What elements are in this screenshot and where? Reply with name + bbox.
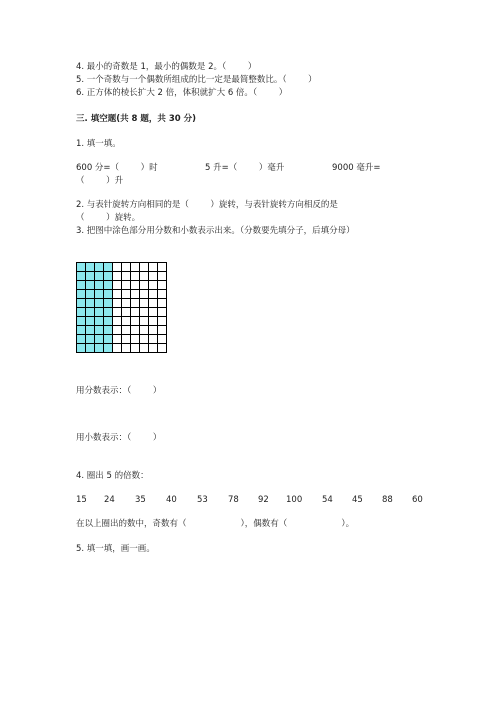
shaded-cell (104, 299, 113, 308)
number-item: 53 (197, 495, 208, 505)
shaded-cell (77, 317, 86, 326)
blank-cell (158, 326, 167, 335)
blank-cell (131, 272, 140, 281)
blank-cell (122, 317, 131, 326)
shaded-cell (95, 281, 104, 290)
shaded-cell (77, 263, 86, 272)
blank-cell (113, 344, 122, 353)
shaded-cell (86, 263, 95, 272)
question-4-answer: 在以上圈出的数中，奇数有（ ），偶数有（ ）。 (76, 519, 355, 529)
number-item: 100 (286, 495, 303, 505)
blank-cell (149, 299, 158, 308)
shaded-cell (77, 326, 86, 335)
blank-cell (158, 272, 167, 281)
blank-cell (122, 335, 131, 344)
shaded-cell (104, 272, 113, 281)
blank-cell (122, 281, 131, 290)
shaded-cell (104, 326, 113, 335)
blank-cell (158, 344, 167, 353)
blank-cell (113, 263, 122, 272)
blank-cell (158, 308, 167, 317)
blank-cell (140, 335, 149, 344)
blank-cell (113, 272, 122, 281)
blank-cell (140, 299, 149, 308)
blank-cell (140, 272, 149, 281)
judge-question-5: 5. 一个奇数与一个偶数所组成的比一定是最简整数比。（ ） (76, 75, 317, 85)
blank-cell (131, 317, 140, 326)
shaded-cell (95, 299, 104, 308)
blank-cell (158, 281, 167, 290)
shaded-cell (86, 299, 95, 308)
number-item: 78 (228, 495, 239, 505)
shaded-cell (86, 335, 95, 344)
shaded-cell (86, 308, 95, 317)
shaded-cell (95, 290, 104, 299)
question-5-title: 5. 填一填，画一画。 (76, 544, 155, 554)
shaded-cell (95, 326, 104, 335)
blank-cell (149, 290, 158, 299)
question-2-line-2: （ ）旋转。 (76, 213, 141, 223)
blank-cell (131, 344, 140, 353)
shaded-cell (77, 281, 86, 290)
blank-cell (122, 344, 131, 353)
blank-cell (113, 335, 122, 344)
blank-cell (131, 308, 140, 317)
blank-cell (122, 263, 131, 272)
question-1-title: 1. 填一填。 (76, 139, 121, 149)
blank-cell (158, 299, 167, 308)
blank-cell (140, 290, 149, 299)
judge-question-4: 4. 最小的奇数是 1，最小的偶数是 2。（ ） (76, 62, 257, 72)
shaded-cell (104, 344, 113, 353)
shaded-cell (95, 344, 104, 353)
number-item: 40 (166, 495, 177, 505)
shaded-cell (86, 290, 95, 299)
blank-cell (158, 263, 167, 272)
judge-question-6: 6. 正方体的棱长扩大 2 倍，体积就扩大 6 倍。（ ） (76, 88, 288, 98)
blank-cell (149, 281, 158, 290)
shaded-cell (86, 317, 95, 326)
shaded-cell (77, 344, 86, 353)
blank-cell (140, 317, 149, 326)
blank-cell (149, 263, 158, 272)
shaded-cell (77, 272, 86, 281)
blank-cell (158, 317, 167, 326)
blank-cell (149, 344, 158, 353)
blank-cell (131, 281, 140, 290)
number-item: 60 (412, 495, 423, 505)
blank-cell (113, 299, 122, 308)
shaded-cell (77, 335, 86, 344)
question-1-blank-c: 9000 毫升= (332, 163, 381, 173)
question-1-blank-a: 600 分=（ ）时 (76, 163, 158, 173)
shaded-cell (86, 281, 95, 290)
shaded-cell (104, 335, 113, 344)
shaded-cell (77, 299, 86, 308)
blank-cell (122, 299, 131, 308)
shaded-cell (77, 308, 86, 317)
blank-cell (122, 308, 131, 317)
blank-cell (140, 263, 149, 272)
shaded-cell (95, 335, 104, 344)
number-item: 45 (352, 495, 363, 505)
blank-cell (131, 263, 140, 272)
blank-cell (140, 344, 149, 353)
blank-cell (113, 281, 122, 290)
blank-cell (149, 326, 158, 335)
shaded-cell (86, 344, 95, 353)
number-item: 54 (322, 495, 333, 505)
number-item: 35 (135, 495, 146, 505)
blank-cell (131, 326, 140, 335)
blank-cell (113, 290, 122, 299)
blank-cell (149, 317, 158, 326)
number-item: 88 (382, 495, 393, 505)
question-4-title: 4. 圈出 5 的倍数： (76, 471, 149, 481)
blank-cell (158, 290, 167, 299)
shaded-cell (104, 290, 113, 299)
blank-cell (113, 317, 122, 326)
shaded-cell (95, 308, 104, 317)
number-item: 15 (76, 495, 87, 505)
shaded-cell (86, 326, 95, 335)
shaded-cell (95, 317, 104, 326)
fraction-answer: 用分数表示：（ ） (76, 386, 162, 396)
question-2-line-1: 2. 与表针旋转方向相同的是（ ）旋转，与表针旋转方向相反的是 (76, 200, 338, 210)
blank-cell (113, 308, 122, 317)
blank-cell (140, 308, 149, 317)
blank-cell (131, 290, 140, 299)
number-item: 92 (258, 495, 269, 505)
blank-cell (131, 299, 140, 308)
shaded-cell (95, 272, 104, 281)
shaded-cell (104, 263, 113, 272)
blank-cell (131, 335, 140, 344)
shaded-cell (77, 290, 86, 299)
shaded-cell (104, 281, 113, 290)
blank-cell (140, 281, 149, 290)
shaded-cell (104, 317, 113, 326)
blank-cell (122, 290, 131, 299)
question-3-title: 3. 把图中涂色部分用分数和小数表示出来。（分数要先填分子，后填分母） (76, 226, 355, 236)
number-item: 24 (104, 495, 115, 505)
blank-cell (122, 326, 131, 335)
blank-cell (122, 272, 131, 281)
shaded-cell (86, 272, 95, 281)
blank-cell (149, 272, 158, 281)
shaded-cell (95, 263, 104, 272)
blank-cell (149, 335, 158, 344)
decimal-answer: 用小数表示：（ ） (76, 433, 162, 443)
shaded-cell (104, 308, 113, 317)
blank-cell (149, 308, 158, 317)
shaded-grid-figure (76, 262, 168, 354)
blank-cell (158, 335, 167, 344)
section-title: 三. 填空题(共 8 题，共 30 分) (76, 114, 197, 124)
question-1-blank-b: 5 升=（ ）毫升 (205, 163, 285, 173)
question-1-blank-c-cont: （ ）升 (76, 176, 124, 186)
blank-cell (140, 326, 149, 335)
blank-cell (113, 326, 122, 335)
